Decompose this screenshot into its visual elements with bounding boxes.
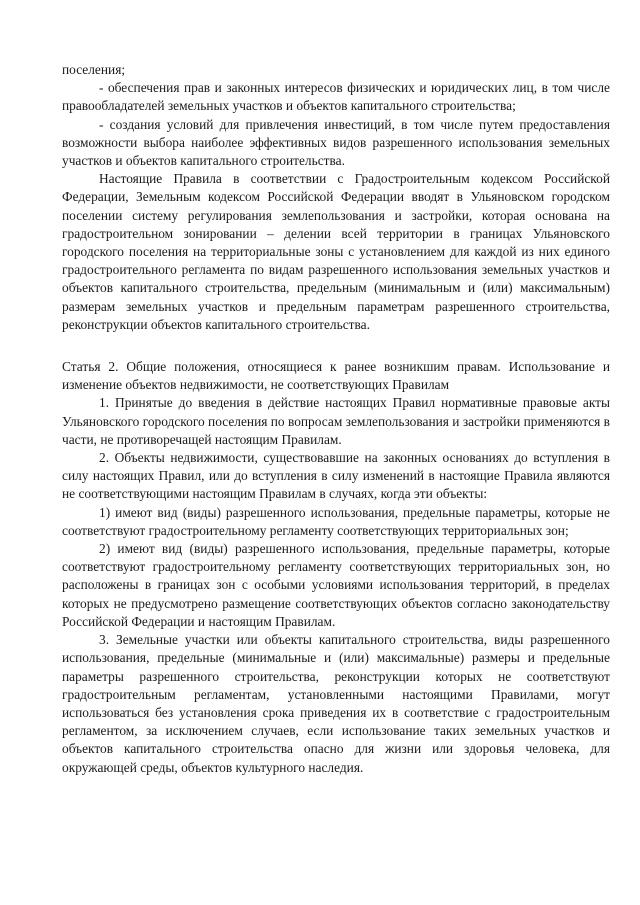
paragraph-rules-introduction: Настоящие Правила в соответствии с Градостроительным кодексом Российской Федерации, Земельным кодексом Российской Федерации вводят в Ульяновском городском поселении систему регулирования землепользования и застройки, которая основана на градостроительном зонировании – делении всей территории в границах Ульяновского городского поселения на территориальные зоны с установлением для каждой из них единого градостроительного регламента по видам разрешенного использования земельных участков и объектов капитального строительства, предельным (минимальным и (или) максимальным) размерам земельных участков и предельным параметрам разрешенного строительства, реконструкции объектов капитального строительства. — [62, 171, 610, 332]
paragraph-subitem-2: 2) имеют вид (виды) разрешенного использования, предельные параметры, которые соответствуют градостроительному регламенту соответствующих территориальных зон, но расположены в границах зон с особыми условиями использования территорий, в пределах которых не предусмотрено размещение соответствующих объектов согласно законодательству Российской Федерации и настоящим Правилам. — [62, 541, 610, 629]
paragraph-item-2: 2. Объекты недвижимости, существовавшие на законных основаниях до вступления в силу настоящих Правил, или до вступления в силу изменений в настоящие Правила являются не соответствующими настоящим Правилам в случаях, когда эти объекты: — [62, 450, 610, 502]
paragraph-investment-conditions: - создания условий для привлечения инвестиций, в том числе путем предоставления возможности выбора наиболее эффективных видов разрешенного использования земельных участков и объектов капитального строительства. — [62, 116, 610, 169]
paragraph-item-3: 3. Земельные участки или объекты капитального строительства, виды разрешенного использования, предельные (минимальные и (или) максимальные) размеры и предельные параметры разрешенного строительства, реконструкции которых не соответствуют градостроительным регламентам, установленными настоящими Правилами, могут использоваться без установления срока приведения их в соответствие с градостроительным регламентом, за исключением случаев, если использование таких земельных участков и объектов капитального строительства опасно для жизни или здоровья человека, для окружающей среды, объектов культурного наследия. — [62, 632, 610, 775]
paragraph-item-1: 1. Принятые до введения в действие настоящих Правил нормативные правовые акты Ульяновского городского поселения по вопросам землепользования и застройки применяются в части, не противоречащей настоящим Правилам. — [62, 395, 610, 447]
paragraph-rights-protection: - обеспечения прав и законных интересов физических и юридических лиц, в том числе правообладателей земельных участков и объектов капитального строительства; — [62, 80, 610, 114]
text-line-poseleniya: поселения; — [62, 62, 126, 77]
section-spacer — [62, 334, 610, 358]
article-heading: Статья 2. Общие положения, относящиеся к ранее возникшим правам. Использование и изменение объектов недвижимости, не соответствующих Правилам — [62, 359, 610, 393]
paragraph-subitem-1: 1) имеют вид (виды) разрешенного использования, предельные параметры, которые не соответствуют градостроительному регламенту соответствующих территориальных зон; — [62, 504, 610, 538]
